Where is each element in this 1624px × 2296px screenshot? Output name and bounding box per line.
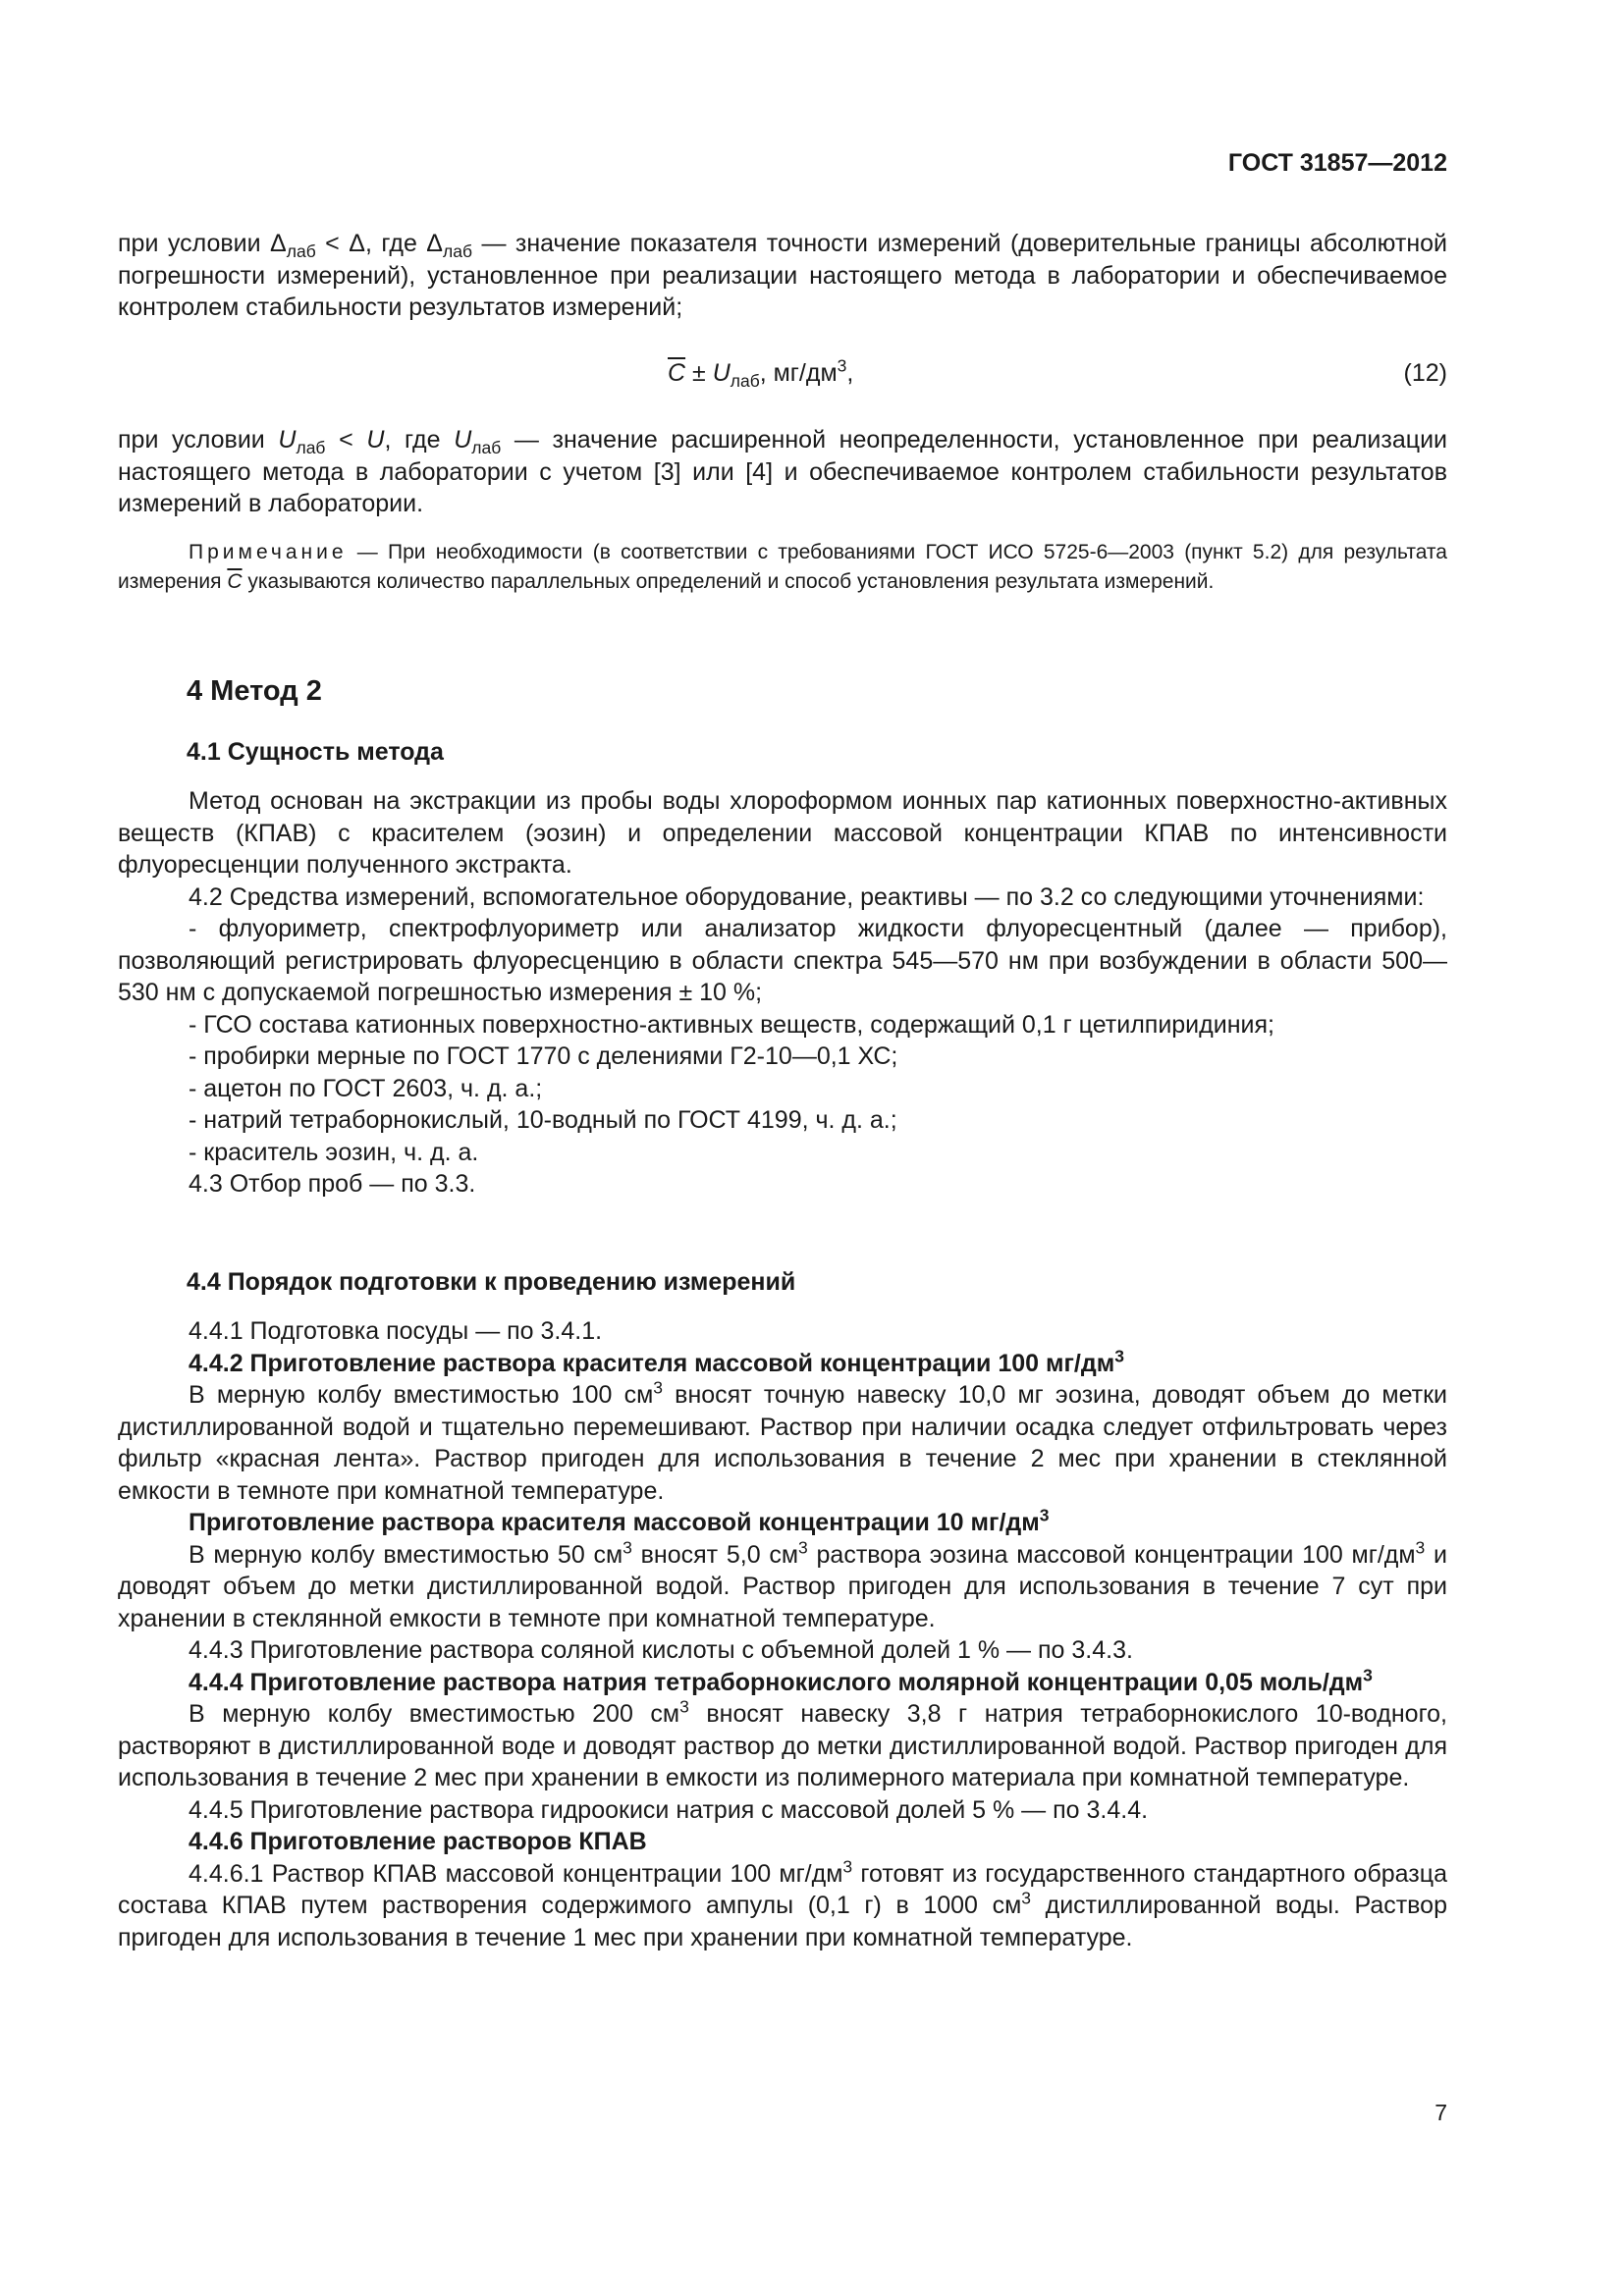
section-4-4-3-text: 4.4.3 Приготовление раствора соляной кислоты с объемной долей 1 % — по 3.4.3. <box>189 1636 1133 1664</box>
superscript: 3 <box>1415 1537 1426 1558</box>
page-number: 7 <box>1435 2100 1447 2125</box>
superscript: 3 <box>653 1377 663 1398</box>
superscript: 3 <box>1114 1346 1124 1366</box>
text-run: В мерную колбу вместимостью 50 см <box>189 1540 623 1569</box>
text-run: и доводят объем до метки дистиллированной водой. Раствор пригоден для использования в течение 7 сут при хранении в стеклянной емкости в темноте при комнатной температуре. <box>118 1540 1447 1632</box>
mean-c-symbol: $\overline{C}$ <box>668 359 686 387</box>
document-id-header: ГОСТ 31857—2012 <box>1227 149 1447 177</box>
list-item: - флуориметр, спектрофлуориметр или анализатор жидкости флуоресцентный (далее — прибор), позволяющий регистрировать флуоресценцию в области спектра 545—570 нм при возбуждении в области 500—530 нм с допускаемой погрешностью измерения ± 10 %; <box>118 915 1447 1006</box>
dye-10-text <box>118 1539 1447 1635</box>
u-symbol: U <box>712 359 731 387</box>
plus-minus: ± <box>685 359 713 387</box>
section-4-4-body <box>118 1315 1447 1953</box>
section-4-1-heading: 4.1 Сущность метода <box>187 738 444 766</box>
text-run: 4.4.6.1 Раствор КПАВ массовой концентрации 100 мг/дм <box>189 1859 843 1888</box>
text-run: — значение расширенной неопределенности, установленное при реализации настоящего метода в лаборатории с учетом [3] или [4] и обеспечиваемое контролем стабильности результатов измерений в лаборатории. <box>118 426 1448 517</box>
text-run: указываются количество параллельных определений и способ установления результата измерений. <box>242 570 1215 593</box>
section-4-4-6-1-text <box>118 1858 1447 1954</box>
section-4-4-1-text: 4.4.1 Подготовка посуды — по 3.4.1. <box>189 1317 603 1345</box>
text-run: вносят навеску 3,8 г натрия тетраборнокислого 10-водного, растворяют в дистиллированной воде и доводят раствор до метки дистиллированной водой. Раствор пригоден для использования в течение 2 мес при хранении в емкости из полимерного материала при комнатной температуре. <box>118 1700 1448 1791</box>
text-run: при условии Δ <box>118 230 287 257</box>
intro-paragraph <box>118 228 1447 324</box>
dye-10-heading <box>118 1507 1447 1539</box>
heading-text: 4.4.2 Приготовление раствора красителя массовой концентрации 100 мг/дм <box>189 1349 1115 1377</box>
text-run: В мерную колбу вместимостью 200 см <box>189 1700 680 1728</box>
list-item: - пробирки мерные по ГОСТ 1770 с делениями Г2-10—0,1 ХС; <box>189 1042 898 1070</box>
text-run: готовят из государственного стандартного образца состава КПАВ путем растворения содержимого ампулы (0,1 г) в 1000 см <box>118 1859 1447 1919</box>
mean-c-symbol: $\overline{C}$ <box>227 570 243 593</box>
subscript: лаб <box>286 241 316 261</box>
subscript: лаб <box>471 438 502 457</box>
text-run: дистиллированной воды. Раствор пригоден для использования в течение 1 мес при хранении при комнатной температуре. <box>118 1892 1447 1951</box>
text-run: раствора эозина массовой концентрации 100 мг/дм <box>807 1540 1416 1569</box>
section-4-1-text: Метод основан на экстракции из пробы воды хлороформом ионных пар катионных поверхностно-активных веществ (КПАВ) с красителем (эозин) и определении массовой концентрации КПАВ по интенсивности флуоресценции полученного экстракта. <box>118 787 1447 879</box>
section-4-4-4-text <box>118 1698 1447 1794</box>
section-4-4-2-text <box>118 1379 1447 1507</box>
section-4-4-heading: 4.4 Порядок подготовки к проведению измерений <box>187 1268 796 1296</box>
section-4-4-2-heading <box>118 1348 1447 1380</box>
text-run: В мерную колбу вместимостью 100 см <box>189 1381 654 1409</box>
u-symbol: U <box>454 426 472 454</box>
superscript: 3 <box>1039 1505 1050 1525</box>
heading-text: Приготовление раствора красителя массовой концентрации 10 мг/дм <box>189 1509 1040 1536</box>
section-4-heading: 4 Метод 2 <box>187 675 322 707</box>
text-run: при условии <box>118 426 279 454</box>
equation-number: (12) <box>1403 359 1447 387</box>
equation-body <box>668 355 854 391</box>
text-run: вносят 5,0 см <box>631 1540 799 1569</box>
text-run: вносят точную навеску 10,0 мг эозина, доводят объем до метки дистиллированной водой и тщательно перемешивают. Раствор при наличии осадка следует отфильтровать через фильтр «красная лента». Раствор пригоден для использования в течение 2 мес при хранении в стеклянной емкости в темноте при комнатной температуре. <box>118 1381 1448 1505</box>
section-4-4-5-text: 4.4.5 Приготовление раствора гидроокиси натрия с массовой долей 5 % — по 3.4.4. <box>189 1795 1149 1824</box>
list-item: - ГСО состава катионных поверхностно-активных веществ, содержащий 0,1 г цетилпиридиния; <box>189 1010 1274 1039</box>
list-item: - натрий тетраборнокислый, 10-водный по ГОСТ 4199, ч. д. а.; <box>189 1106 897 1134</box>
superscript: 3 <box>623 1537 632 1558</box>
u-symbol: U <box>366 426 385 454</box>
subscript: лаб <box>296 438 326 457</box>
list-item: - ацетон по ГОСТ 2603, ч. д. а.; <box>189 1074 543 1102</box>
body-text-block <box>118 785 1447 1201</box>
list-item: - краситель эозин, ч. д. а. <box>189 1138 479 1166</box>
text-run: , <box>846 359 854 387</box>
subscript: лаб <box>730 371 760 391</box>
superscript: 3 <box>798 1537 808 1558</box>
uncertainty-paragraph <box>118 424 1447 520</box>
u-symbol: U <box>278 426 297 454</box>
heading-text: 4.4.4 Приготовление раствора натрия тетраборнокислого молярной концентрации 0,05 моль/дм <box>189 1668 1364 1696</box>
text-run: < <box>325 426 367 454</box>
superscript: 3 <box>842 1856 853 1877</box>
superscript: 3 <box>837 355 847 376</box>
unit: , мг/дм <box>759 359 838 387</box>
section-4-4-6-heading: 4.4.6 Приготовление растворов КПАВ <box>189 1828 647 1855</box>
subscript: лаб <box>443 241 472 261</box>
text-run: < Δ, где Δ <box>315 230 444 257</box>
text-run: — значение показателя точности измерений (доверительные границы абсолютной погрешности измерений), установленное при реализации настоящего метода в лаборатории и обеспечиваемое контролем стабильности результатов измерений; <box>118 230 1447 321</box>
superscript: 3 <box>1363 1665 1373 1685</box>
section-4-2-text: 4.2 Средства измерений, вспомогательное оборудование, реактивы — по 3.2 со следующими уточнениями: <box>189 882 1425 911</box>
text-run: , где <box>384 426 455 454</box>
superscript: 3 <box>679 1696 689 1717</box>
superscript: 3 <box>1021 1888 1031 1908</box>
text-run: — При необходимости (в соответствии с требованиями ГОСТ ИСО 5725-6—2003 (пункт 5.2) для результата измерения <box>118 541 1447 593</box>
note-label: Примечание <box>189 541 348 563</box>
section-4-4-4-heading <box>118 1667 1447 1699</box>
section-4-3-text: 4.3 Отбор проб — по 3.3. <box>189 1170 476 1198</box>
note-paragraph <box>118 538 1447 597</box>
